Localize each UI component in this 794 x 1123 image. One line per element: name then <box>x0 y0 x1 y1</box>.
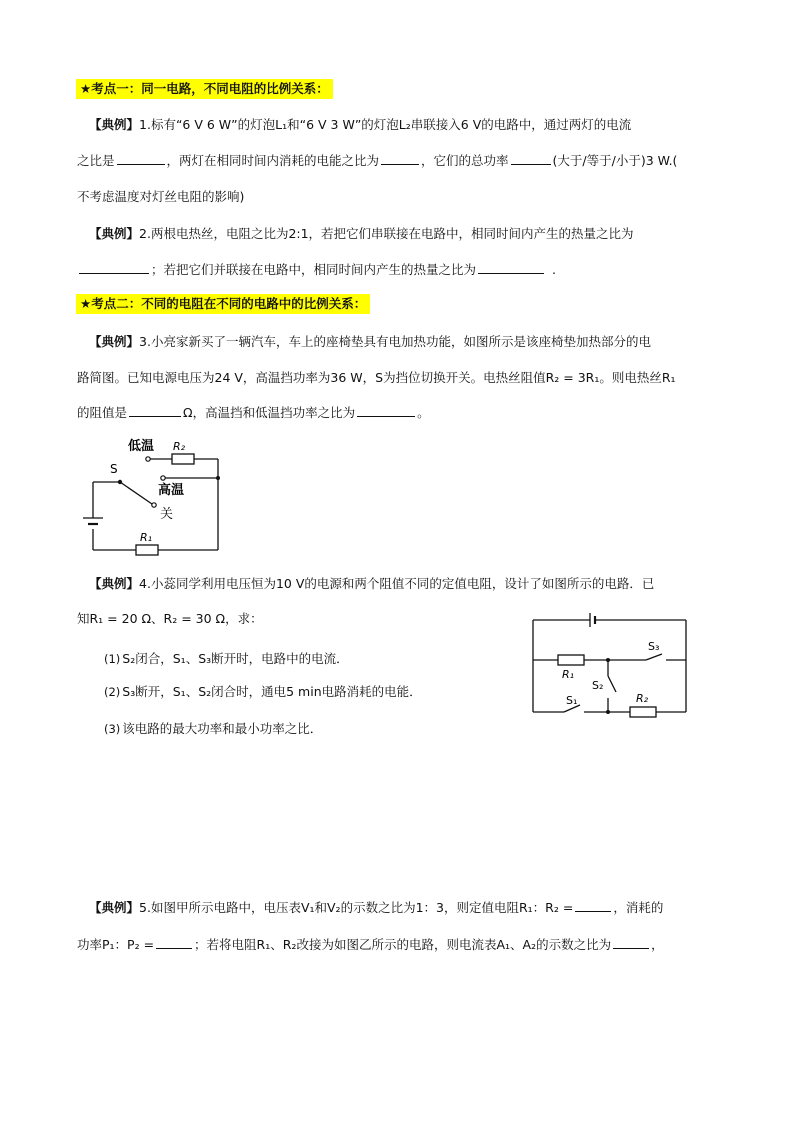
answer-blank[interactable] <box>129 404 181 417</box>
example-tag: 【典例】 <box>89 117 140 132</box>
label-r2: R₂ <box>173 440 186 453</box>
label-high: 高温 <box>158 483 185 498</box>
resistor-r2 <box>172 454 194 464</box>
question-1 <box>104 650 349 668</box>
example-text: 不考虑温度对灯丝电阻的影响) <box>77 189 245 204</box>
resistor-r2 <box>630 707 656 717</box>
resistor-r1 <box>558 655 584 665</box>
answer-blank[interactable] <box>478 261 544 274</box>
example-text: ；若将电阻R₁、R₂改接为如图乙所示的电路，则电流表A₁、A₂的示数之比为 <box>194 937 612 952</box>
answer-blank[interactable] <box>117 152 165 165</box>
seat-heater-circuit-diagram <box>70 432 240 558</box>
example-tag: 【典例】 <box>89 576 140 591</box>
example-text: 功率P₁：P₂ = <box>77 937 155 952</box>
label-s3: S₃ <box>648 640 660 653</box>
example-4-line-1 <box>89 575 654 593</box>
three-switch-circuit-diagram <box>528 612 690 718</box>
example-3-line-1 <box>89 333 651 351</box>
question-3 <box>104 720 322 738</box>
example-text: ；若把它们并联接在电路中，相同时间内产生的热量之比为 <box>151 262 477 277</box>
resistor-r1 <box>136 545 158 555</box>
answer-blank[interactable] <box>613 936 649 949</box>
answer-blank[interactable] <box>156 936 192 949</box>
example-1-line-2 <box>77 152 677 170</box>
example-tag: 【典例】 <box>89 334 140 349</box>
example-text: ，它们的总功率 <box>421 153 509 168</box>
switch-pivot <box>118 480 122 484</box>
example-tag: 【典例】 <box>89 900 140 915</box>
example-1-line-3 <box>77 188 244 206</box>
question-text: S₃断开，S₁、S₂闭合时，通电5 min电路消耗的电能． <box>122 684 422 699</box>
example-5-line-1 <box>89 899 663 917</box>
example-text: 路简图。已知电源电压为24 V，高温挡功率为36 W，S为挡位切换开关。电热丝阻值R₂ = 3R₁。则电热丝R₁ <box>77 370 676 385</box>
example-5-line-2 <box>77 936 664 954</box>
question-text: 该电路的最大功率和最小功率之比． <box>122 721 323 736</box>
label-off: 关 <box>160 507 174 522</box>
answer-blank[interactable] <box>381 152 419 165</box>
example-text: . <box>552 262 556 277</box>
switch-contact-off <box>152 503 156 507</box>
label-r2: R₂ <box>636 692 649 705</box>
section-title: ★考点一：同一电路，不同电阻的比例关系： <box>80 81 329 96</box>
label-s1: S₁ <box>566 694 578 707</box>
example-2-line-2 <box>77 261 556 279</box>
section-title: ★考点二：不同的电阻在不同的电路中的比例关系： <box>80 296 367 311</box>
example-tag: 【典例】 <box>89 226 140 241</box>
section-banner-2 <box>76 294 370 314</box>
example-text: 知R₁ = 20 Ω、R₂ = 30 Ω，求： <box>77 611 263 626</box>
question-text: S₂闭合，S₁、S₃断开时，电路中的电流． <box>122 651 349 666</box>
answer-blank[interactable] <box>357 404 415 417</box>
example-4-line-2 <box>77 610 263 628</box>
question-number: (2) <box>104 685 121 699</box>
section-banner-1 <box>76 79 333 99</box>
example-text: ，消耗的 <box>613 900 664 915</box>
example-text: 3.小亮家新买了一辆汽车，车上的座椅垫具有电加热功能，如图所示是该座椅垫加热部分的电 <box>139 334 651 349</box>
example-text: ，两灯在相同时间内消耗的电能之比为 <box>166 153 380 168</box>
example-text: 1.标有“6 V 6 W”的灯泡L₁和“6 V 3 W”的灯泡L₂串联接入6 V的电路中，通过两灯的电流 <box>139 117 632 132</box>
answer-blank[interactable] <box>575 899 611 912</box>
label-r1: R₁ <box>140 531 153 544</box>
example-1-line-1 <box>89 116 631 134</box>
example-text: 之比是 <box>77 153 115 168</box>
question-number: (1) <box>104 652 121 666</box>
junction-dot <box>216 476 220 480</box>
example-text: (大于/等于/小于)3 W.( <box>552 153 678 168</box>
example-text: 的阻值是 <box>77 405 128 420</box>
junction-dot <box>606 710 610 714</box>
switch-contact-high <box>161 476 165 480</box>
example-text: ， <box>651 937 664 952</box>
label-r1: R₁ <box>562 668 575 681</box>
example-text: 2.两根电热丝，电阻之比为2:1，若把它们串联接在电路中，相同时间内产生的热量之比为 <box>139 226 634 241</box>
label-low: 低温 <box>128 439 155 454</box>
example-text: Ω，高温挡和低温挡功率之比为 <box>183 405 356 420</box>
question-number: (3) <box>104 722 121 736</box>
example-text: 。 <box>417 405 430 420</box>
junction-dot <box>606 658 610 662</box>
example-3-line-3 <box>77 404 430 422</box>
example-text: 4.小蕊同学利用电压恒为10 V的电源和两个阻值不同的定值电阻，设计了如图所示的电路．已 <box>139 576 655 591</box>
example-2-line-1 <box>89 225 634 243</box>
label-s2: S₂ <box>592 679 604 692</box>
label-switch: S <box>110 462 118 476</box>
answer-blank[interactable] <box>511 152 551 165</box>
switch-contact-low <box>146 457 150 461</box>
answer-blank[interactable] <box>79 261 149 274</box>
question-2 <box>104 683 422 701</box>
example-3-line-2 <box>77 369 676 387</box>
example-text: 5.如图甲所示电路中，电压表V₁和V₂的示数之比为1：3，则定值电阻R₁：R₂ = <box>139 900 574 915</box>
